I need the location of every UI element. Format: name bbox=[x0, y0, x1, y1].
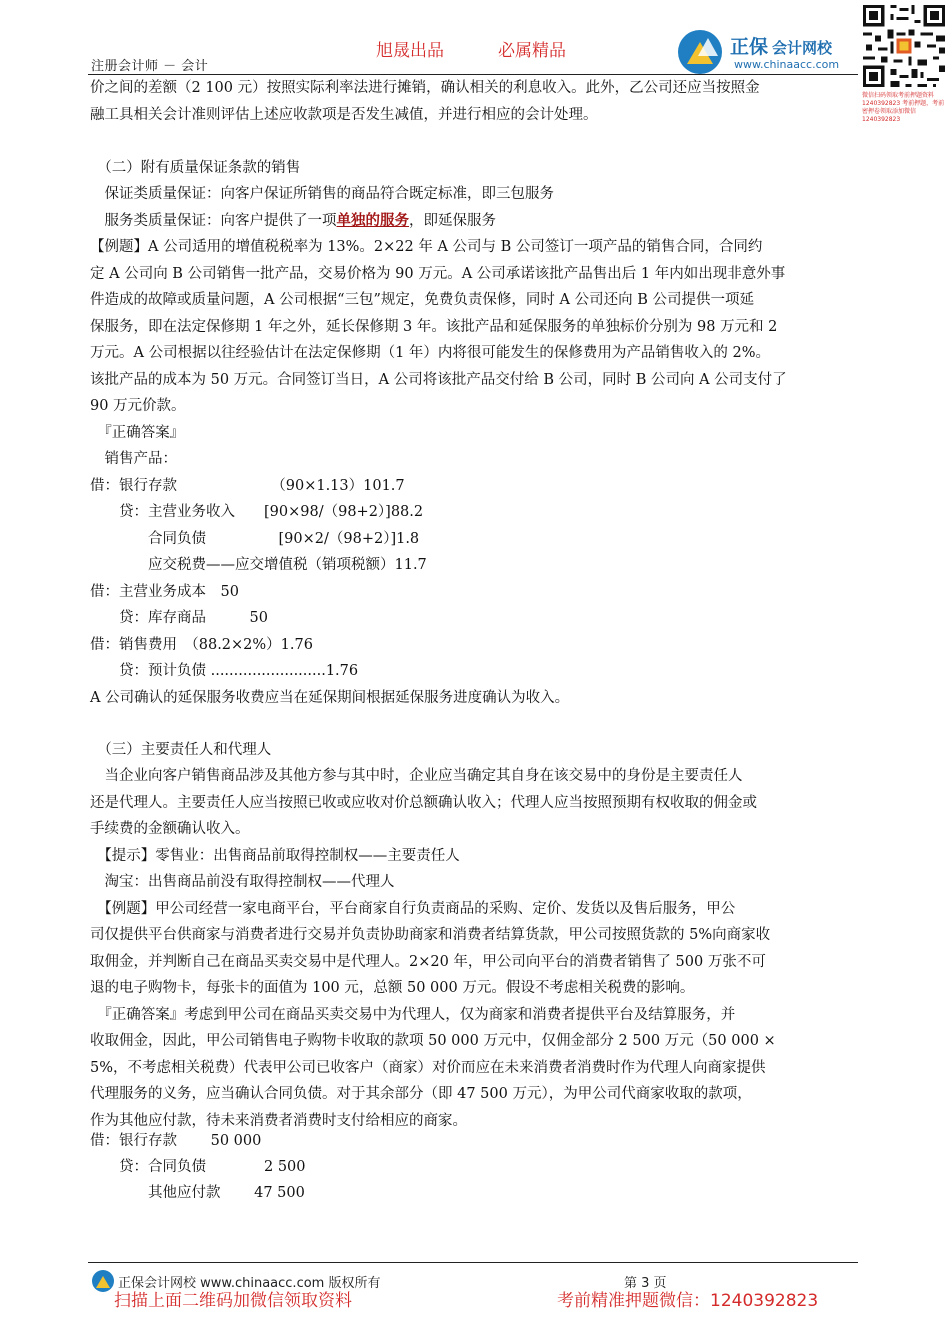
answer-label: 『正确答案』 bbox=[90, 425, 185, 441]
header-promo-left: 旭晟出品 bbox=[376, 41, 444, 61]
body-line: 5%，不考虑相关税费）代表甲公司已收客户（商家）对价而应在未来消费者消费时作为代理人向商家提供 bbox=[90, 1060, 766, 1076]
journal-entry-line: 贷：库存商品 50 bbox=[90, 610, 268, 626]
body-line: 万元。A 公司根据以往经验估计在法定保修期（1 年）内将很可能发生的保修费用为产品销售收入的 2%。 bbox=[90, 345, 771, 361]
body-line: 【提示】零售业：出售商品前取得控制权——主要责任人 bbox=[90, 848, 460, 864]
body-line: 取佣金，并判断自己在商品买卖交易中是代理人。2×20 年，甲公司向平台的消费者销售了 500 万张不可 bbox=[90, 954, 766, 970]
journal-entry-line: 其他应付款 47 500 bbox=[90, 1185, 305, 1201]
body-line: 还是代理人。主要责任人应当按照已收或应收对价总额确认收入；代理人应当按照预期有权收取的佣金或 bbox=[90, 795, 757, 811]
body-line: 『正确答案』考虑到甲公司在商品买卖交易中为代理人，仅为商家和消费者提供平台及结算服务，并 bbox=[90, 1007, 736, 1023]
body-line: 退的电子购物卡，每张卡的面值为 100 元，总额 50 000 万元。假设不考虑相关税费的影响。 bbox=[90, 980, 695, 996]
section-heading: （二）附有质量保证条款的销售 bbox=[90, 160, 301, 176]
footer-promo-right: 考前精准押题微信：1240392823 bbox=[557, 1291, 819, 1311]
footer-promo-left: 扫描上面二维码加微信领取资料 bbox=[114, 1291, 352, 1311]
qr-code-icon bbox=[860, 2, 948, 90]
body-line: 收取佣金，因此，甲公司销售电子购物卡收取的款项 50 000 万元中，仅佣金部分 2 500 万元（50 000 × bbox=[90, 1033, 776, 1049]
body-line: 当企业向客户销售商品涉及其他方参与其中时，企业应当确定其自身在该交易中的身份是主要责任人 bbox=[90, 768, 743, 784]
chinaacc-logo[interactable] bbox=[678, 30, 854, 76]
journal-entry-line: 贷：预计负债 .........................1.76 bbox=[90, 663, 359, 679]
journal-entry-line: 借：银行存款 50 000 bbox=[90, 1133, 262, 1149]
logo-name: 正保 会计网校 bbox=[730, 36, 833, 58]
body-line: 该批产品的成本为 50 万元。合同签订当日，A 公司将该批产品交付给 B 公司，同时 B 公司向 A 公司支付了 bbox=[90, 372, 787, 388]
body-line: 销售产品： bbox=[90, 451, 177, 467]
body-line: 融工具相关会计准则评估上述应收款项是否发生减值，并进行相应的会计处理。 bbox=[90, 107, 598, 123]
body-line: 保证类质量保证：向客户保证所销售的商品符合既定标准，即三包服务 bbox=[90, 186, 554, 202]
logo-mark-icon bbox=[678, 30, 722, 74]
journal-entry-line: 借：银行存款 （90×1.13）101.7 bbox=[90, 478, 405, 494]
journal-entry-line: 借：销售费用 （88.2×2%）1.76 bbox=[90, 637, 313, 653]
qr-caption: 微信扫码领取考前押题资料 1240392823 考前押题，考前密押卷领取添加微信 1240392823 bbox=[862, 92, 945, 123]
body-line: 保服务，即在法定保修期 1 年之外，延长保修期 3 年。该批产品和延保服务的单独标价分别为 98 万元和 2 bbox=[90, 319, 778, 335]
emphasis-text: 单独的服务 bbox=[336, 212, 409, 229]
footer-logo-icon bbox=[92, 1270, 114, 1292]
footer-divider bbox=[88, 1262, 858, 1263]
journal-entry-line: 贷：合同负债 2 500 bbox=[90, 1159, 306, 1175]
section-heading: （三）主要责任人和代理人 bbox=[90, 742, 272, 758]
logo-url: www.chinaacc.com bbox=[734, 58, 840, 71]
body-line: 【例题】A 公司适用的增值税税率为 13%。2×22 年 A 公司与 B 公司签订一项产品的销售合同，合同约 bbox=[90, 239, 763, 255]
body-line: 司仅提供平台供商家与消费者进行交易并负责协助商家和消费者结算货款，甲公司按照货款的 5%向商家收 bbox=[90, 927, 771, 943]
course-title: 注册会计师 － 会计 bbox=[91, 59, 209, 74]
body-line: 【例题】甲公司经营一家电商平台，平台商家自行负责商品的采购、定价、发货以及售后服务，甲公 bbox=[90, 901, 736, 917]
journal-entry-line: 应交税费——应交增值税（销项税额）11.7 bbox=[90, 557, 427, 573]
body-line: A 公司确认的延保服务收费应当在延保期间根据延保服务进度确认为收入。 bbox=[90, 690, 570, 706]
footer-copyright: 正保会计网校 www.chinaacc.com 版权所有 bbox=[118, 1276, 381, 1291]
header-divider bbox=[88, 74, 858, 75]
body-line: 手续费的金额确认收入。 bbox=[90, 821, 250, 837]
journal-entry-line: 借：主营业务成本 50 bbox=[90, 584, 239, 600]
header-promo-right: 必属精品 bbox=[498, 41, 566, 61]
journal-entry-line: 合同负债 [90×2/（98+2）]1.8 bbox=[90, 531, 420, 547]
body-line: 件造成的故障或质量问题，A 公司根据“三包”规定，免费负责保修，同时 A 公司还向 B 公司提供一项延 bbox=[90, 292, 754, 308]
journal-entry-line: 贷：主营业务收入 [90×98/（98+2）]88.2 bbox=[90, 504, 424, 520]
page-number: 第 3 页 bbox=[624, 1276, 667, 1291]
body-line: 服务类质量保证：向客户提供了一项单独的服务，即延保服务 bbox=[90, 212, 496, 229]
qr-code-block bbox=[858, 0, 950, 123]
body-line: 作为其他应付款，待未来消费者消费时支付给相应的商家。 bbox=[90, 1113, 467, 1129]
body-line: 90 万元价款。 bbox=[90, 398, 186, 414]
body-line: 价之间的差额（2 100 元）按照实际利率法进行摊销，确认相关的利息收入。此外，乙公司还应当按照金 bbox=[90, 80, 760, 96]
body-line: 定 A 公司向 B 公司销售一批产品，交易价格为 90 万元。A 公司承诺该批产品售出后 1 年内如出现非意外事 bbox=[90, 266, 786, 282]
body-line: 代理服务的义务，应当确认合同负债。对于其余部分（即 47 500 万元），为甲公司代商家收取的款项， bbox=[90, 1086, 752, 1102]
body-line: 淘宝：出售商品前没有取得控制权——代理人 bbox=[90, 874, 395, 890]
